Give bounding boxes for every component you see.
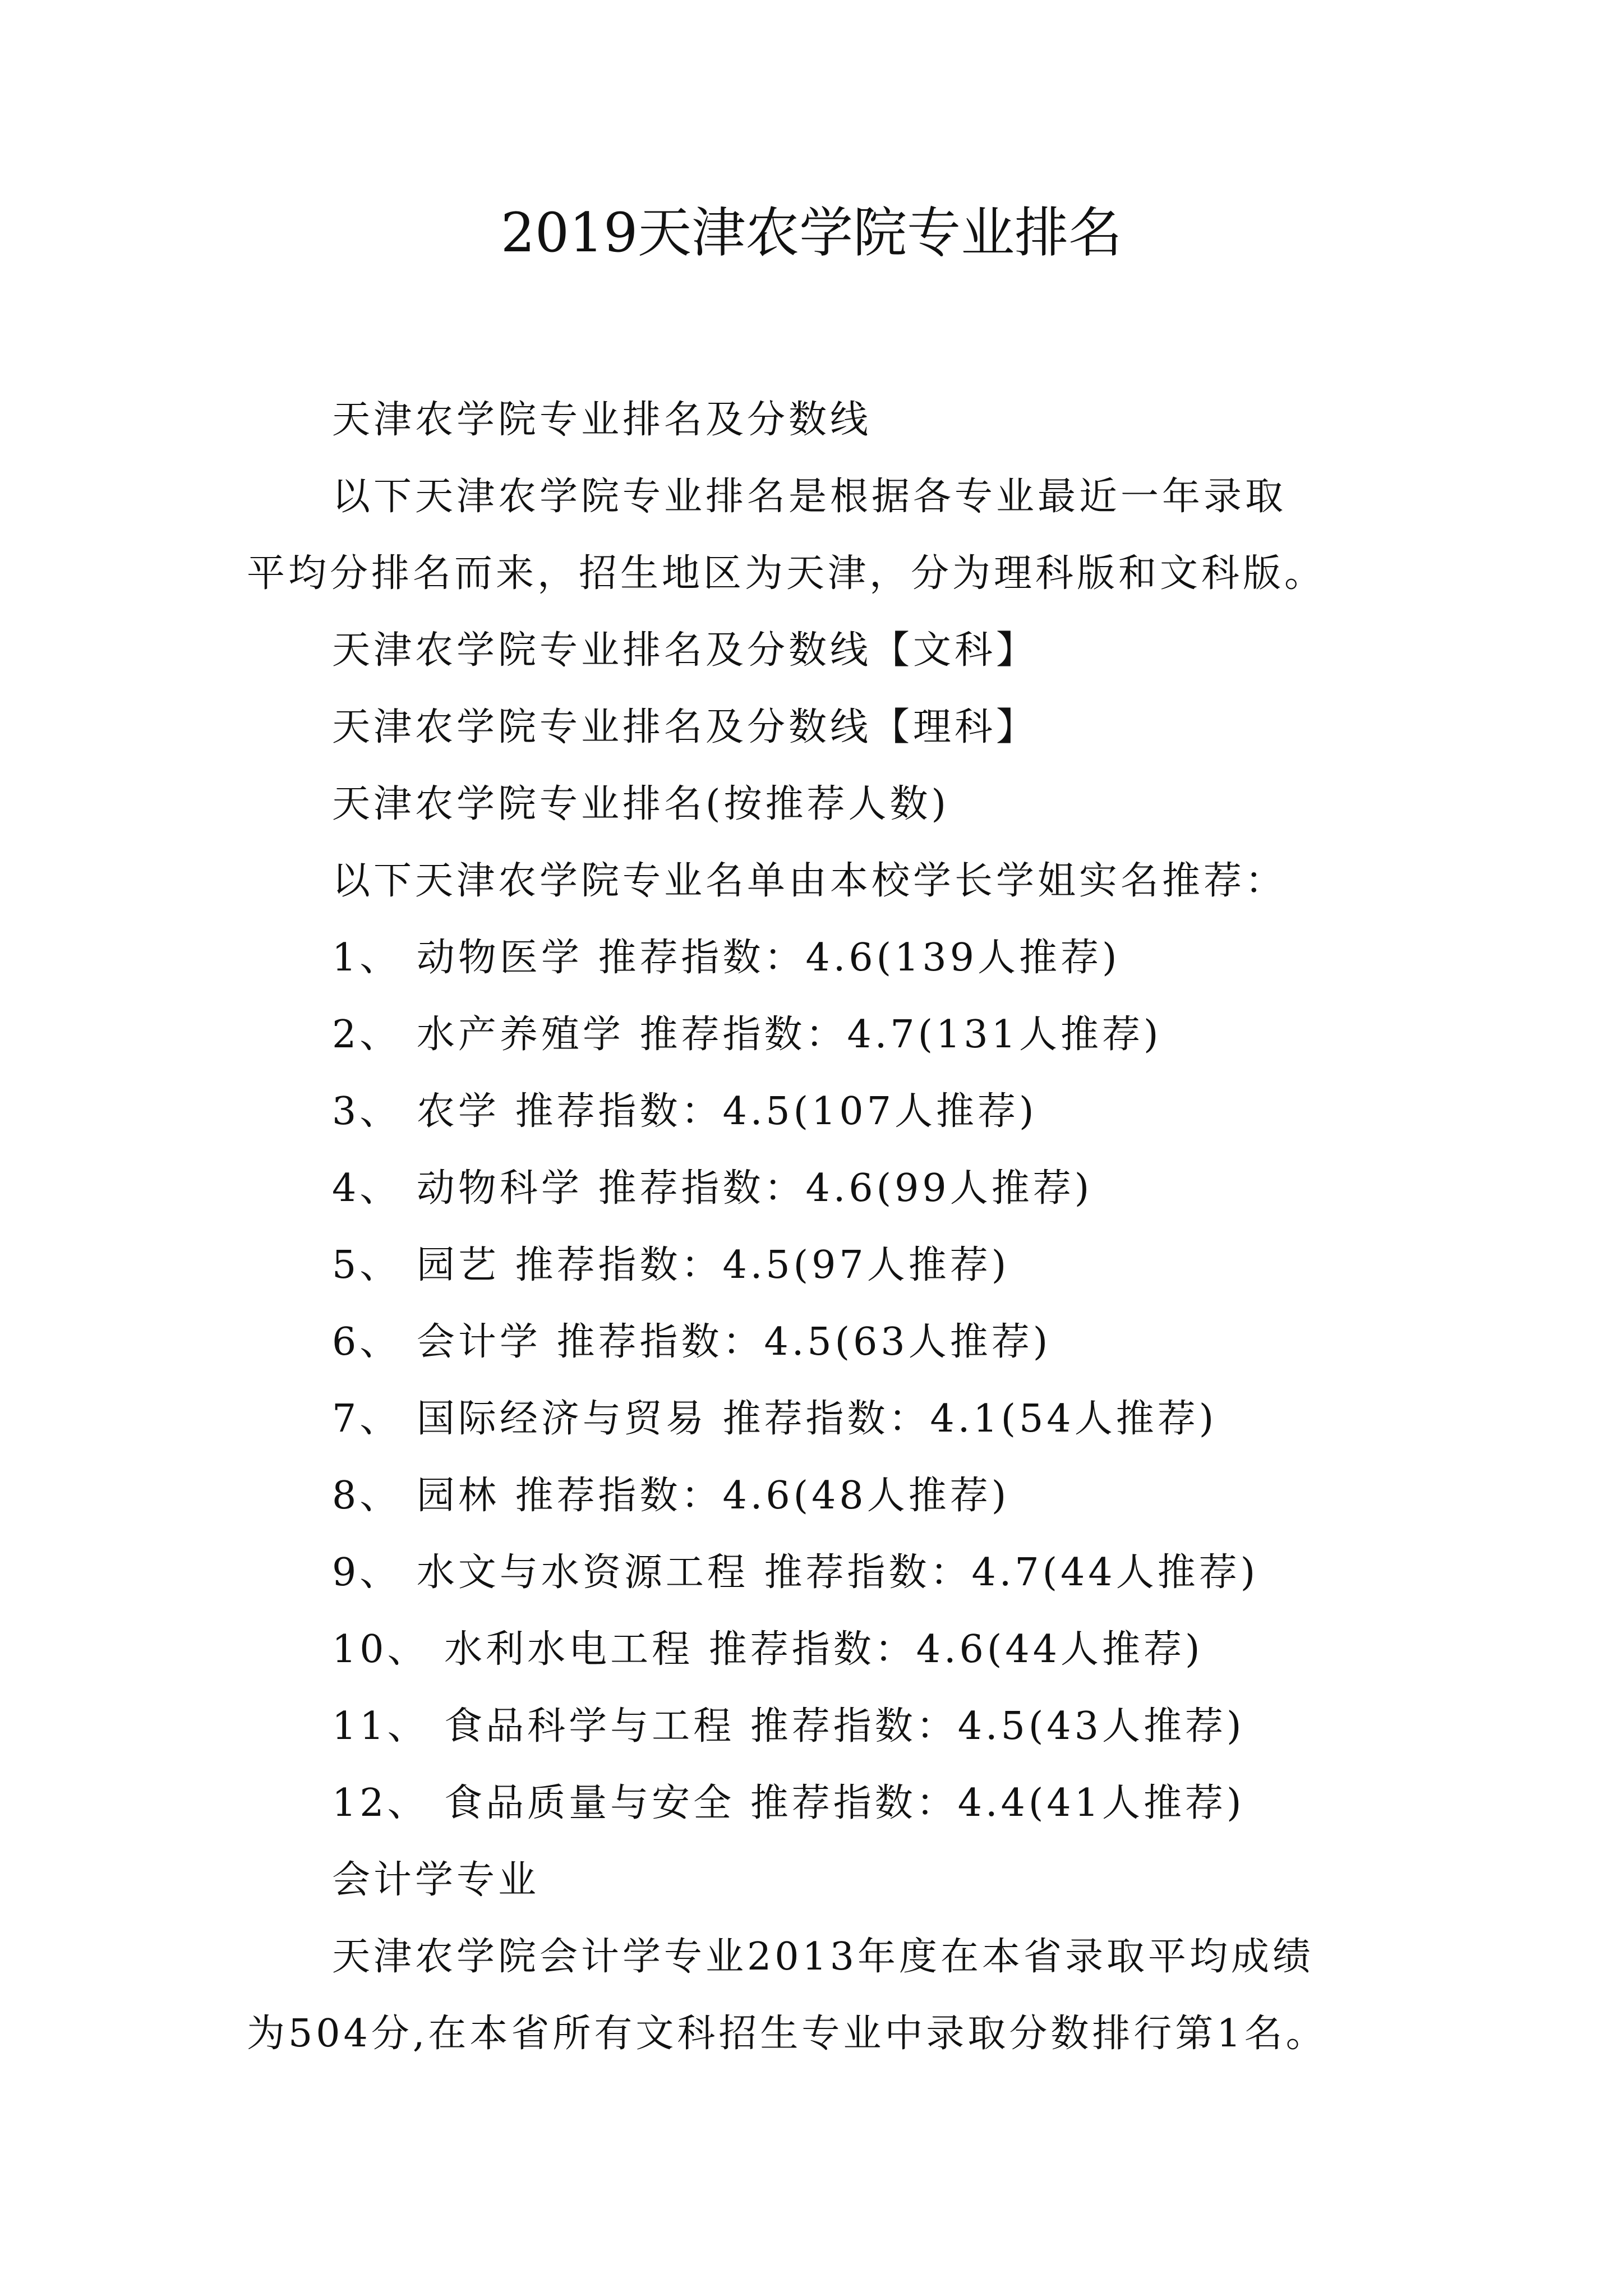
list-item: 3、 农学 推荐指数：4.5(107人推荐) (332, 1089, 1038, 1134)
intro-line-1: 以下天津农学院专业排名是根据各专业最近一年录取 (332, 475, 1287, 519)
closing-line-2: 为504分,在本省所有文科招生专业中录取分数排行第1名。 (247, 2012, 1327, 2056)
ranking-heading: 天津农学院专业排名(按推荐人数) (332, 782, 950, 826)
list-item: 2、 水产养殖学 推荐指数：4.7(131人推荐) (332, 1013, 1162, 1057)
link-liberal-arts: 天津农学院专业排名及分数线【文科】 (332, 628, 1038, 673)
intro-line-2: 平均分排名而来，招生地区为天津，分为理科版和文科版。 (247, 551, 1326, 596)
ranking-list (247, 919, 1385, 1842)
list-item: 9、 水文与水资源工程 推荐指数：4.7(44人推荐) (332, 1550, 1259, 1595)
list-item: 11、 食品科学与工程 推荐指数：4.5(43人推荐) (332, 1704, 1245, 1749)
section-heading: 会计学专业 (332, 1858, 540, 1902)
paragraph-heading: 天津农学院专业排名及分数线 (332, 398, 872, 442)
list-item: 5、 园艺 推荐指数：4.5(97人推荐) (332, 1243, 1010, 1287)
list-item: 7、 国际经济与贸易 推荐指数：4.1(54人推荐) (332, 1397, 1218, 1441)
link-science: 天津农学院专业排名及分数线【理科】 (332, 705, 1038, 749)
list-item: 12、 食品质量与安全 推荐指数：4.4(41人推荐) (332, 1781, 1245, 1825)
list-item: 4、 动物科学 推荐指数：4.6(99人推荐) (332, 1166, 1093, 1211)
document-title: 2019天津农学院专业排名 (500, 201, 1123, 264)
list-item: 1、 动物医学 推荐指数：4.6(139人推荐) (332, 936, 1121, 980)
document-body (247, 381, 1385, 2072)
list-item: 10、 水利水电工程 推荐指数：4.6(44人推荐) (332, 1627, 1204, 1672)
list-item: 6、 会计学 推荐指数：4.5(63人推荐) (332, 1320, 1052, 1364)
ranking-intro: 以下天津农学院专业名单由本校学长学姐实名推荐： (332, 859, 1287, 903)
closing-line-1: 天津农学院会计学专业2013年度在本省录取平均成绩 (332, 1935, 1315, 1979)
list-item: 8、 园林 推荐指数：4.6(48人推荐) (332, 1474, 1010, 1518)
